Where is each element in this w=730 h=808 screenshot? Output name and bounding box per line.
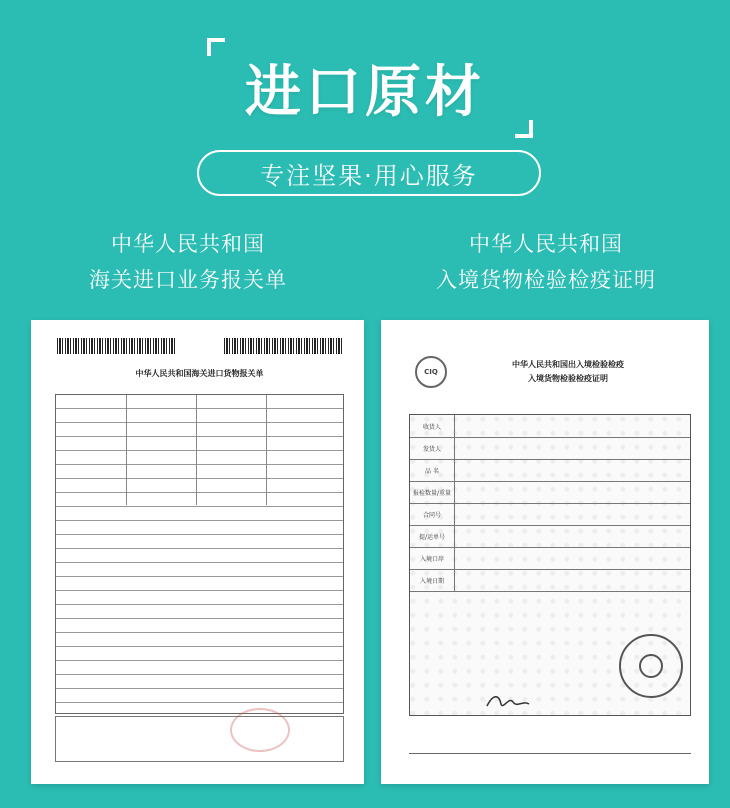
row-label: 合同号: [410, 503, 455, 525]
row-label: 报检数量/重量: [410, 481, 455, 503]
row-label: 品 名: [410, 459, 455, 481]
table-divider: [126, 395, 127, 505]
inspection-form: [401, 334, 695, 770]
faint-stamp: [230, 708, 290, 752]
tagline-text: 专注坚果·用心服务: [260, 161, 478, 190]
ciq-logo-icon: CIQ: [415, 356, 447, 388]
table-row: [410, 525, 690, 548]
customs-form: [49, 338, 350, 766]
signature-icon: [483, 690, 533, 712]
inspection-form-title: [441, 358, 695, 386]
inspection-certificate-image: [381, 320, 709, 784]
barcode-right: [224, 338, 342, 354]
page-title: 进口原材: [245, 60, 485, 125]
form-bottom-line: [409, 753, 691, 754]
customs-form-table: [55, 394, 344, 714]
corner-bracket-bottom-right: [515, 120, 533, 138]
table-row: [410, 569, 690, 592]
row-label: 收货人: [410, 415, 455, 437]
barcode-left: [57, 338, 175, 354]
caption-inspection: [366, 226, 726, 298]
table-divider: [196, 395, 197, 505]
inspection-title-line2: 入境货物检验检疫证明: [528, 374, 608, 383]
customs-declaration-image: [31, 320, 364, 784]
caption-customs-line1: 中华人民共和国: [111, 232, 265, 256]
table-row: [410, 547, 690, 570]
table-divider: [266, 395, 267, 505]
row-label: 发货人: [410, 437, 455, 459]
caption-inspection-line1: 中华人民共和国: [469, 232, 623, 256]
table-row: [410, 481, 690, 504]
table-row: [410, 503, 690, 526]
table-row: [410, 415, 690, 438]
official-seal-icon: [619, 634, 683, 698]
inspection-title-line1: 中华人民共和国出入境检验检疫: [512, 360, 624, 369]
customs-form-footer: [55, 716, 344, 762]
row-label: 入境日期: [410, 569, 455, 591]
row-label: 提/运单号: [410, 525, 455, 547]
caption-inspection-line2: 入境货物检验检疫证明: [436, 268, 656, 292]
caption-customs-line2: 海关进口业务报关单: [89, 268, 287, 292]
table-row: [410, 437, 690, 460]
table-row: [410, 459, 690, 482]
customs-form-title: 中华人民共和国海关进口货物报关单: [135, 369, 264, 378]
caption-customs: [8, 226, 368, 298]
tagline-pill: [197, 150, 541, 196]
row-label: 入境口岸: [410, 547, 455, 569]
